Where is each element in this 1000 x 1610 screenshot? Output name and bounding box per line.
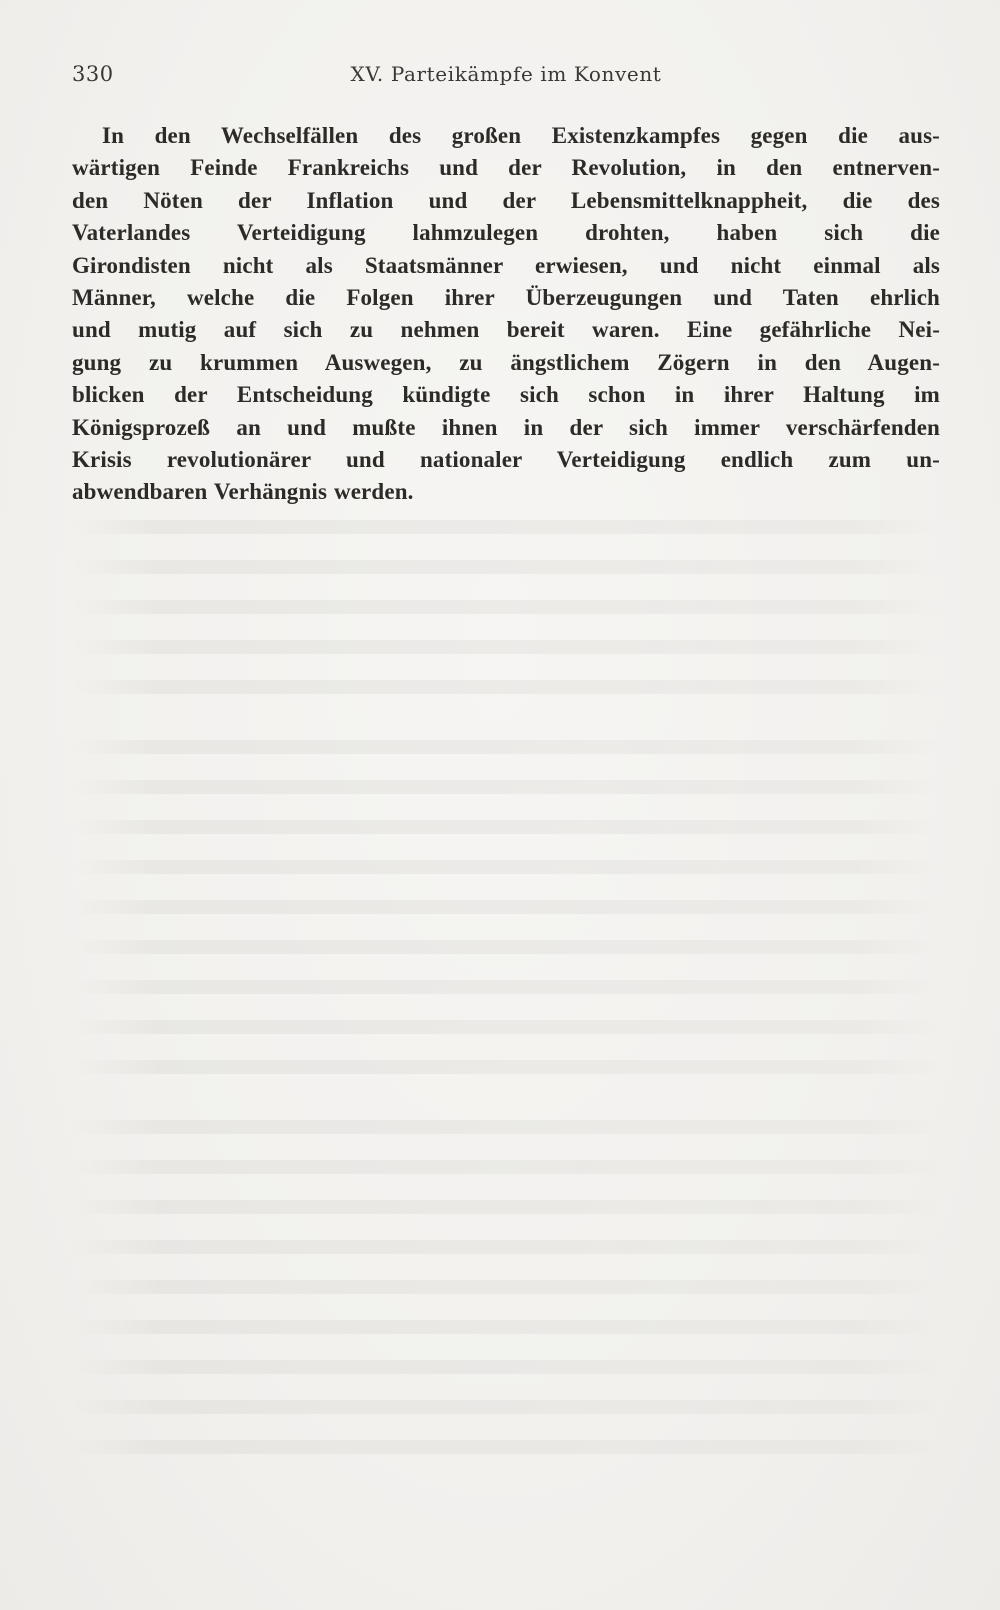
show-through (72, 1280, 940, 1294)
show-through (72, 1240, 940, 1254)
show-through (72, 1020, 940, 1034)
page-number: 330 (72, 62, 114, 86)
show-through (72, 1400, 940, 1414)
text-line: Girondisten nicht als Staatsmänner erwiesen, und nicht einmal als (72, 252, 940, 278)
paragraph (72, 120, 940, 509)
show-through (72, 740, 940, 754)
show-through (72, 860, 940, 874)
chapter-title: XV. Parteikämpfe im Konvent (350, 62, 662, 86)
show-through (72, 600, 940, 614)
text-line: abwendbaren Verhängnis werden. (72, 479, 414, 505)
show-through (72, 1200, 940, 1214)
text-line: und mutig auf sich zu nehmen bereit waren. Eine gefährliche Nei- (72, 317, 940, 343)
show-through (72, 1120, 940, 1134)
show-through (72, 1060, 940, 1074)
show-through (72, 1360, 940, 1374)
show-through (72, 820, 940, 834)
text-line: Königsprozeß an und mußte ihnen in der sich immer verschärfenden (72, 414, 940, 440)
show-through (72, 980, 940, 994)
text-line: wärtigen Feinde Frankreichs und der Revolution, in den entnerven- (72, 155, 940, 181)
show-through (72, 520, 940, 534)
show-through (72, 560, 940, 574)
show-through (72, 940, 940, 954)
text-line: Männer, welche die Folgen ihrer Überzeugungen und Taten ehrlich (72, 285, 940, 311)
text-line: In den Wechselfällen des großen Existenzkampfes gegen die aus- (102, 123, 940, 148)
text-line: Krisis revolutionärer und nationaler Verteidigung endlich zum un- (72, 447, 940, 473)
show-through (72, 640, 940, 654)
show-through (72, 1440, 940, 1454)
show-through (72, 900, 940, 914)
show-through (72, 780, 940, 794)
show-through (72, 680, 940, 694)
show-through (72, 1320, 940, 1334)
text-line: gung zu krummen Auswegen, zu ängstlichem Zögern in den Augen- (72, 349, 940, 375)
text-line: Vaterlandes Verteidigung lahmzulegen drohten, haben sich die (72, 220, 940, 246)
text-line: blicken der Entscheidung kündigte sich schon in ihrer Haltung im (72, 382, 940, 408)
text-line: den Nöten der Inflation und der Lebensmittelknappheit, die des (72, 187, 940, 213)
running-head (72, 62, 940, 92)
show-through (72, 1160, 940, 1174)
